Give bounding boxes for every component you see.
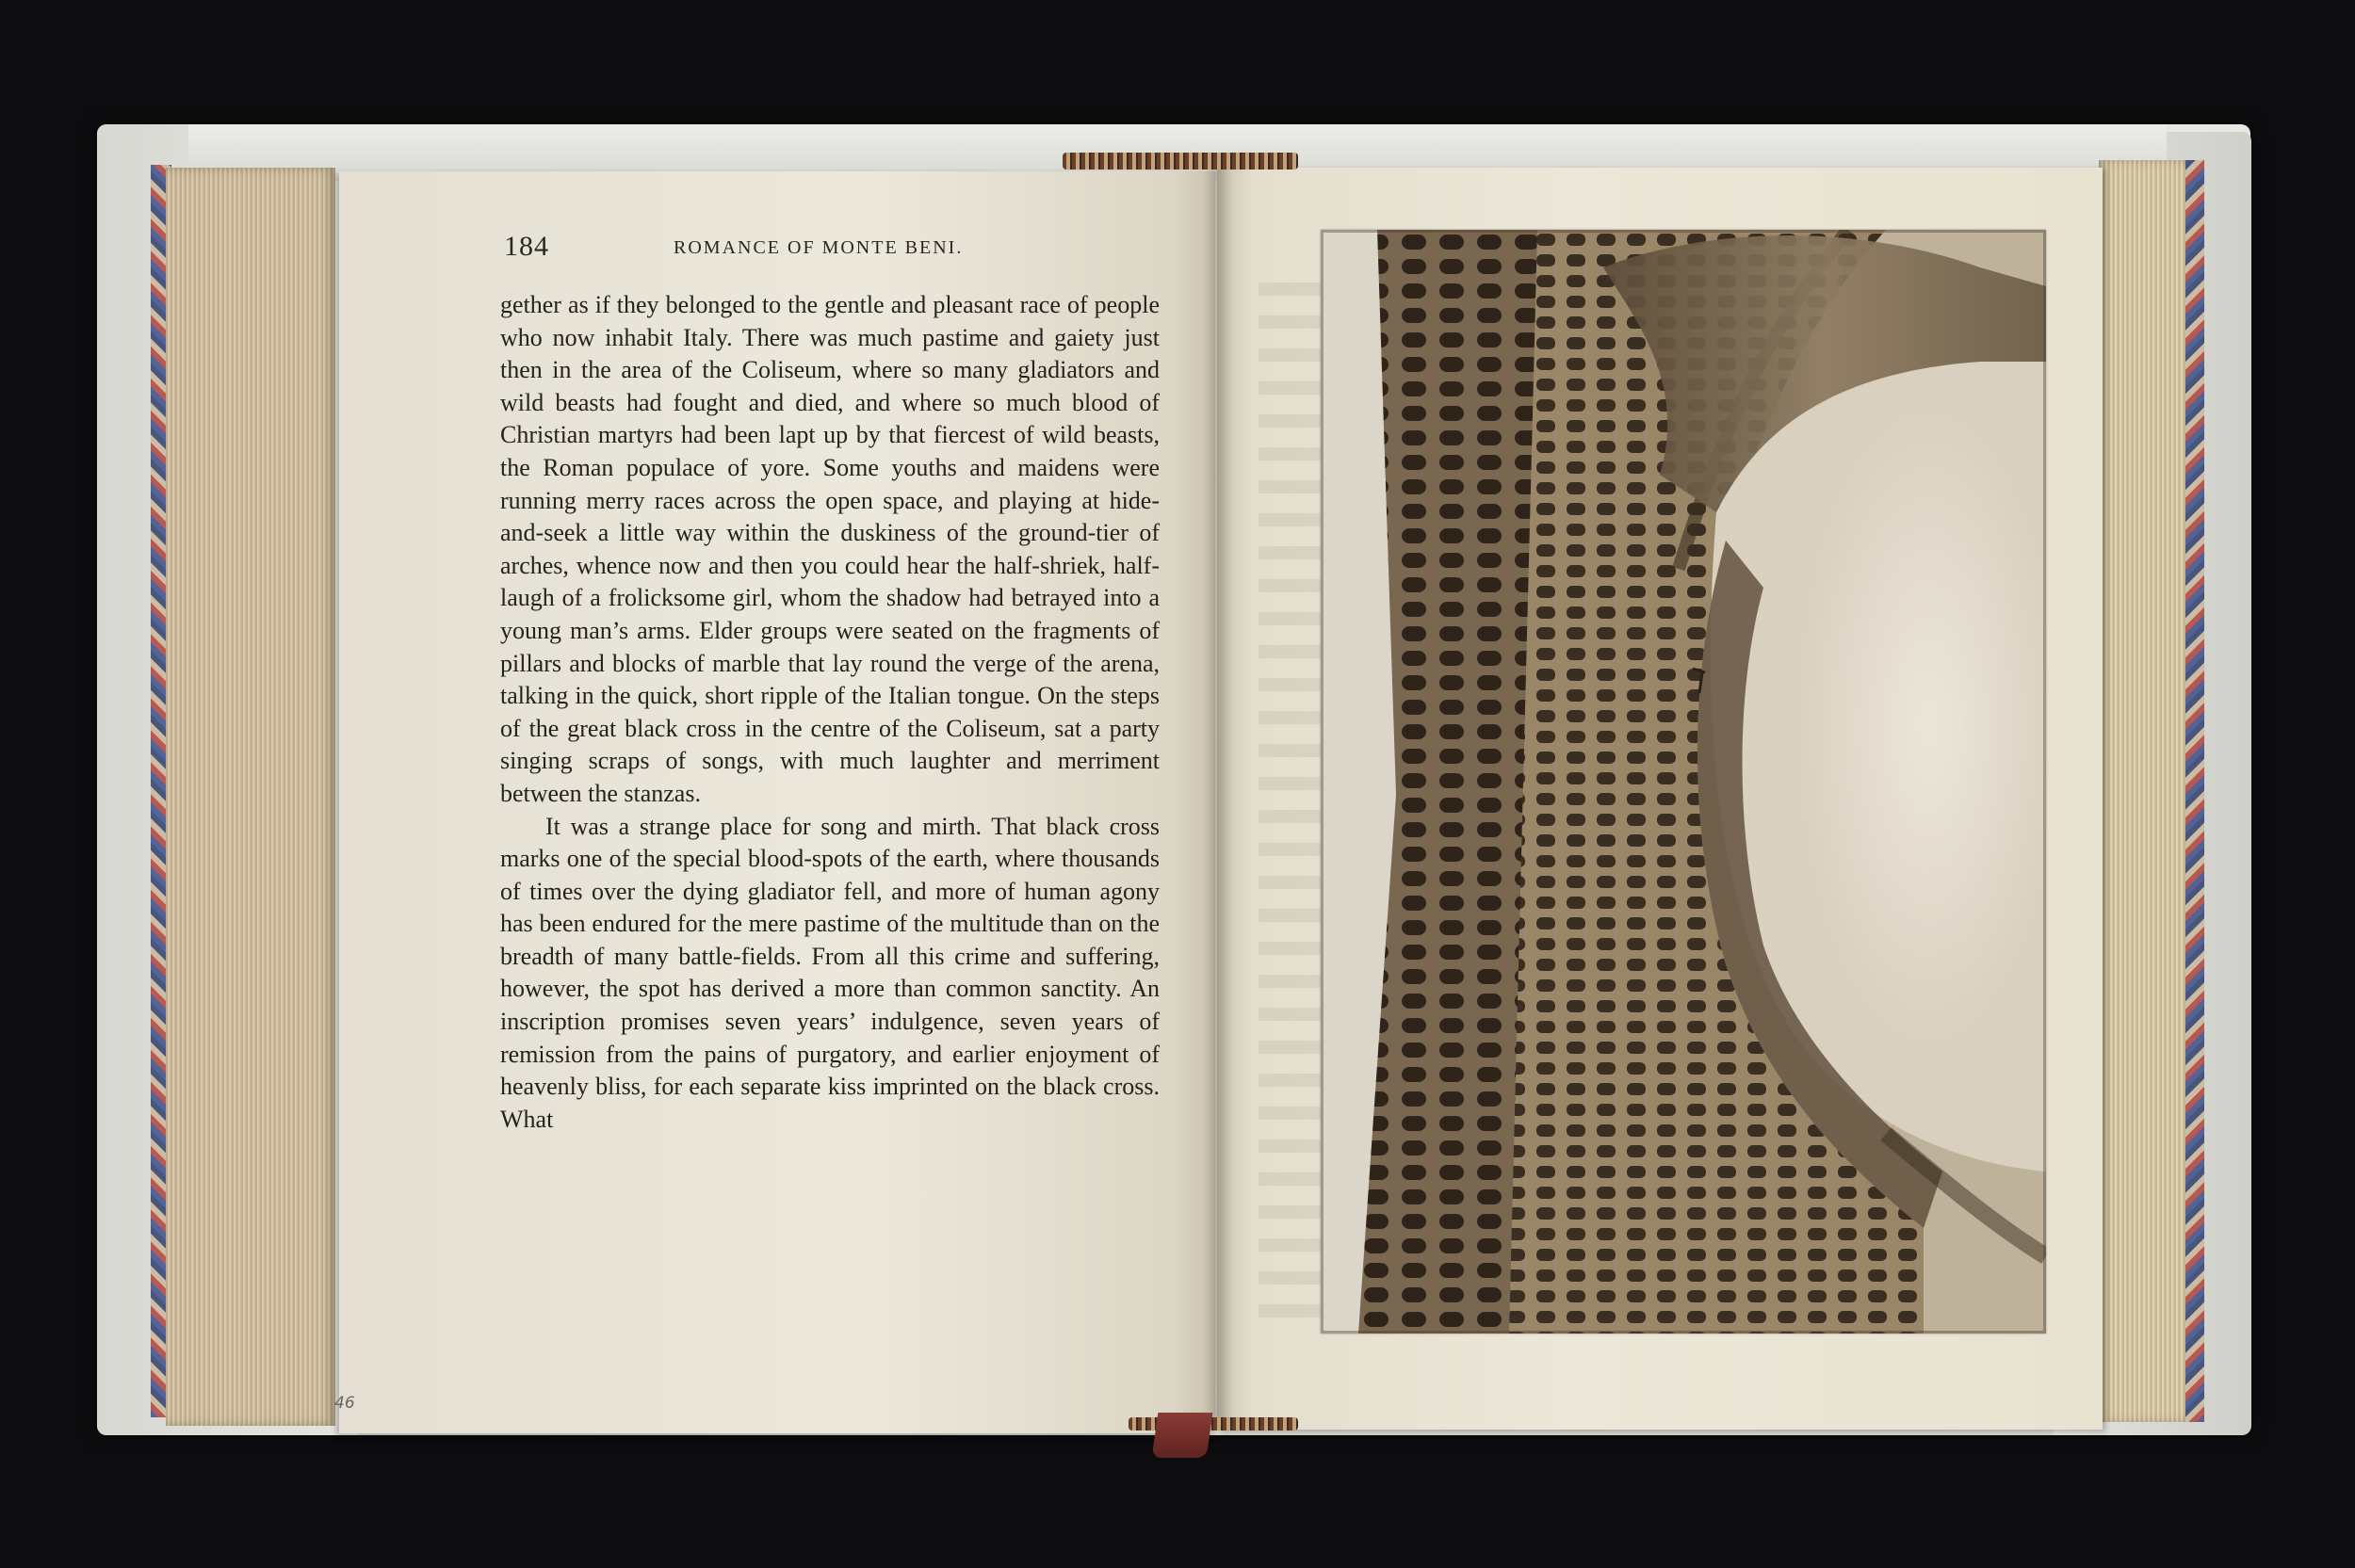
book-gutter bbox=[1204, 168, 1232, 1430]
page-block-right bbox=[2099, 160, 2185, 1422]
photograph-image bbox=[1321, 230, 2046, 1334]
paragraph-2: It was a strange place for song and mirth. That black cross marks one of the special blood-spots of the earth, where thousands of times over the dying gladiator fell, and more of human agony has been endured for the mere pastime of the multitude than on the breadth of many battle-fields. From all this crime and suffering, however, the spot has derived a more than common sanctity. An inscription promises seven years’ indulgence, seven years of remission from the pains of purgatory, and earlier enjoyment of heavenly bliss, for each separate kiss imprinted on the black cross. What bbox=[500, 812, 1160, 1133]
body-text bbox=[500, 289, 1160, 1136]
paragraph-1: gether as if they belonged to the gentle and pleasant race of people who now inhabit Italy. There was much pastime and gaiety just then in the area of the Coliseum, where so many gladiators and wild beasts had fought and died, and where so much blood of Christian martyrs had been lapt up by that fiercest of wild beasts, the Roman populace of yore. Some youths and maidens were running merry races across the open space, and playing at hide-and-seek a little way within the duskiness of the ground-tier of arches, whence now and then you could hear the half-shriek, half-laugh of a frolicksome girl, whom the shadow had betrayed into a young man’s arms. Elder groups were seated on the fragments of pillars and blocks of marble that lay round the verge of the arena, talking in the quick, short ripple of the Italian tongue. On the steps of the great black cross in the centre of the Coliseum, sat a party singing scraps of songs, with much laughter and merriment between the stanzas. bbox=[500, 291, 1160, 807]
running-head bbox=[504, 231, 1163, 268]
coliseum-photograph bbox=[1321, 230, 2046, 1334]
page-number: 184 bbox=[504, 231, 549, 262]
page-block-left bbox=[166, 168, 335, 1426]
marbled-edge-right bbox=[2184, 160, 2204, 1422]
pencil-annotation: 46 bbox=[334, 1394, 355, 1413]
bookmark-ribbon[interactable] bbox=[1152, 1413, 1213, 1458]
headband-bottom bbox=[1129, 1417, 1298, 1431]
headband-top bbox=[1063, 153, 1298, 170]
page-heading: ROMANCE OF MONTE BENI. bbox=[674, 237, 964, 258]
